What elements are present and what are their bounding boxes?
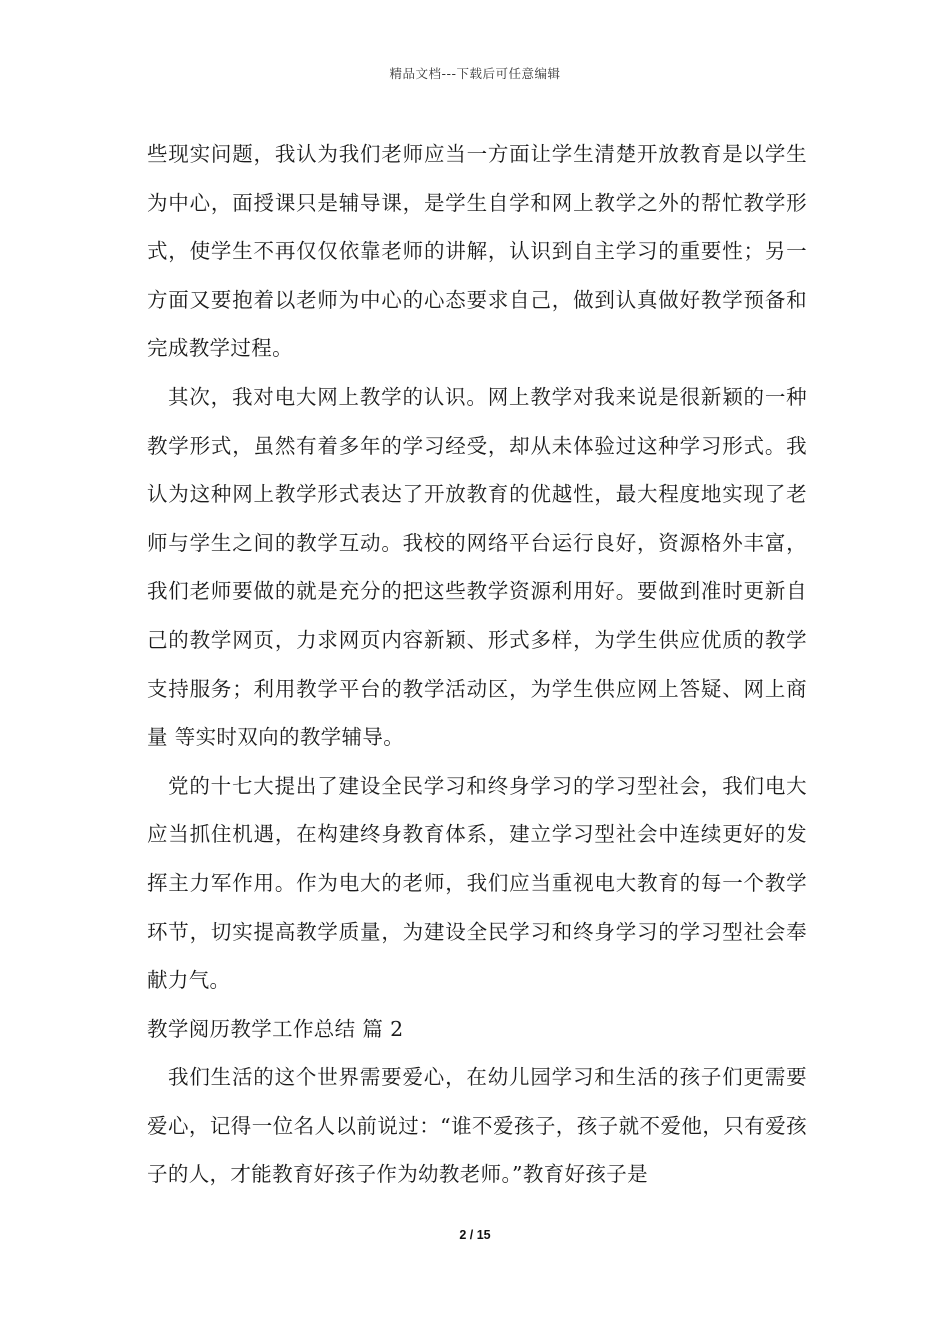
document-body <box>147 130 807 1199</box>
paragraph-section-intro: 我们生活的这个世界需要爱心，在幼儿园学习和生活的孩子们更需要爱心，记得一位名人以前说过：“谁不爱孩子，孩子就不爱他，只有爱孩子的人，才能教育好孩子作为幼教老师。”教育好孩子是 <box>147 1065 807 1187</box>
section-heading: 教学阅历教学工作总结 篇 2 <box>147 1016 404 1041</box>
page-header: 精品文档---下载后可任意编辑 <box>389 66 561 81</box>
paragraph-continuation: 些现实问题，我认为我们老师应当一方面让学生清楚开放教育是以学生为中心，面授课只是辅导课，是学生自学和网上教学之外的帮忙教学形式，使学生不再仅仅依靠老师的讲解，认识到自主学习的重要性；另一方面又要抱着以老师为中心的心态要求自己，做到认真做好教学预备和完成教学过程。 <box>147 142 807 361</box>
page-number: 2 / 15 <box>459 1228 491 1242</box>
paragraph-online-teaching: 其次，我对电大网上教学的认识。网上教学对我来说是很新颖的一种教学形式，虽然有着多年的学习经受，却从未体验过这种学习形式。我认为这种网上教学形式表达了开放教育的优越性，最大程度地实现了老师与学生之间的教学互动。我校的网络平台运行良好，资源格外丰富，我们老师要做的就是充分的把这些教学资源利用好。要做到准时更新自己的教学网页，力求网页内容新颖、形式多样，为学生供应优质的教学支持服务；利用教学平台的教学活动区，为学生供应网上答疑、网上商量 等实时双向的教学辅导。 <box>147 384 807 750</box>
paragraph-learning-society: 党的十七大提出了建设全民学习和终身学习的学习型社会，我们电大应当抓住机遇，在构建终身教育体系，建立学习型社会中连续更好的发挥主力军作用。作为电大的老师，我们应当重视电大教育的每一个教学环节，切实提高教学质量，为建设全民学习和终身学习的学习型社会奉献力气。 <box>147 773 807 993</box>
